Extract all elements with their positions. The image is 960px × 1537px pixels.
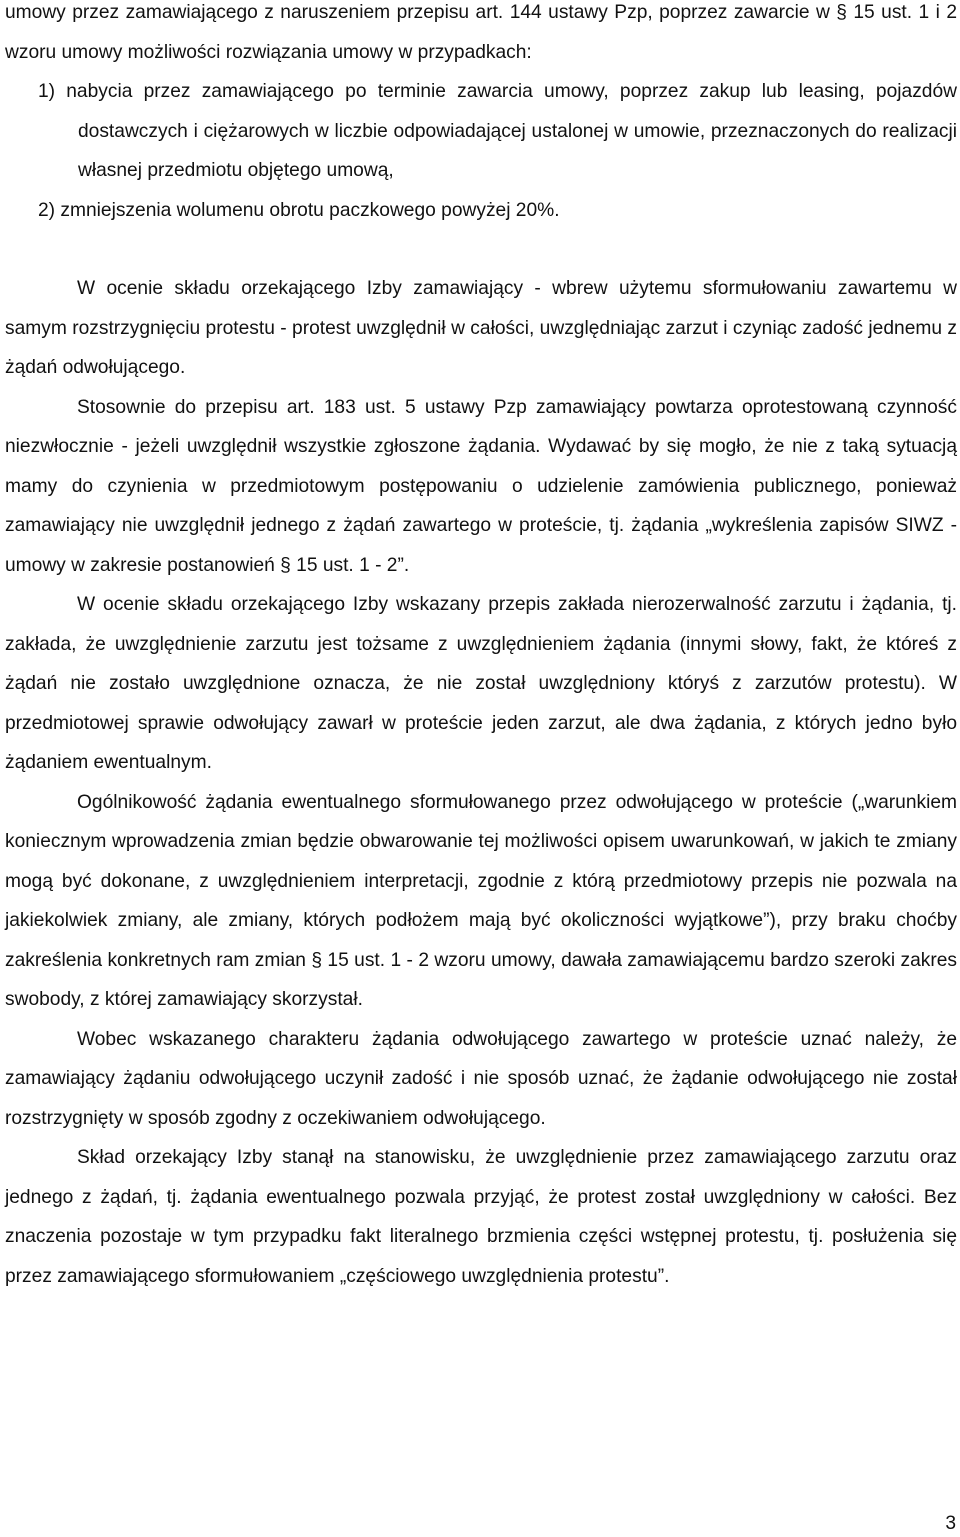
page-number: 3 [945,1513,956,1534]
document-body [5,0,957,1296]
paragraph-continuation: umowy przez zamawiającego z naruszeniem przepisu art. 144 ustawy Pzp, poprzez zawarcie w § 15 ust. 1 i 2 wzoru umowy możliwości rozwiązania umowy w przypadkach: [5,2,957,63]
paragraph-inseparability: W ocenie składu orzekającego Izby wskazany przepis zakłada nierozerwalność zarzutu i żądania, tj. zakłada, że uwzględnienie zarzutu jest tożsame z uwzględnieniem żądania (innymi słowy, fakt, że któreś z żądań nie zostało uwzględnione oznacza, że nie został uwzględniony któryś z zarzutów protestu). W przedmiotowej sprawie odwołujący zawarł w proteście jeden zarzut, ale dwa żądania, z których jedno było żądaniem ewentualnym. [5,594,957,773]
list-item-2: 2) zmniejszenia wolumenu obrotu paczkowego powyżej 20%. [38,199,560,221]
list-item-1: 1) nabycia przez zamawiającego po terminie zawarcia umowy, poprzez zakup lub leasing, pojazdów dostawczych i ciężarowych w liczbie odpowiadającej ustalonej w umowie, przeznaczonych do realizacji własnej przedmiotu objętego umową, [38,81,957,181]
paragraph-generality: Ogólnikowość żądania ewentualnego sformułowanego przez odwołującego w proteście („warunkiem koniecznym wprowadzenia zmian będzie obwarowanie tej możliwości opisem uwarunkowań, w jakich te zmiany mogą być dokonane, z uwzględnieniem interpretacji, zgodnie z którą przedmiotowy przepis nie pozwala na jakiekolwiek zmiany, ale zmiany, których podłożem mają być okoliczności wyjątkowe”), przy braku choćby zakreślenia konkretnych ram zmian § 15 ust. 1 - 2 wzoru umowy, dawała zamawiającemu bardzo szeroki zakres swobody, z której zamawiający skorzystał. [5,791,957,1010]
paragraph-izba-assessment: W ocenie składu orzekającego Izby zamawiający - wbrew użytemu sformułowaniu zawartemu w samym rozstrzygnięciu protestu - protest uwzględnił w całości, uwzględniając zarzut i czyniąc zadość jednemu z żądań odwołującego. [5,278,957,378]
paragraph-conclusion: Wobec wskazanego charakteru żądania odwołującego zawartego w proteście uznać należy, że zamawiający żądaniu odwołującego uczynił zadość i nie sposób uznać, że żądanie odwołującego nie został rozstrzygnięty w sposób zgodny z oczekiwaniem odwołującego. [5,1028,957,1129]
paragraph-art-183: Stosownie do przepisu art. 183 ust. 5 ustawy Pzp zamawiający powtarza oprotestowaną czynność niezwłocznie - jeżeli uwzględnił wszystkie zgłoszone żądania. Wydawać by się mogło, że nie z taką sytuacją mamy do czynienia w przedmiotowym postępowaniu o udzielenie zamówienia publicznego, ponieważ zamawiający nie uwzględnił jednego z żądań zawartego w proteście, tj. żądania „wykreślenia zapisów SIWZ - umowy w zakresie postanowień § 15 ust. 1 - 2”. [5,396,957,576]
paragraph-panel-position: Skład orzekający Izby stanął na stanowisku, że uwzględnienie przez zamawiającego zarzutu oraz jednego z żądań, tj. żądania ewentualnego pozwala przyjąć, że protest został uwzględniony w całości. Bez znaczenia pozostaje w tym przypadku fakt literalnego brzmienia części wstępnej protestu, tj. posłużenia się przez zamawiającego sformułowaniem „częściowego uwzględnienia protestu”. [5,1147,957,1287]
